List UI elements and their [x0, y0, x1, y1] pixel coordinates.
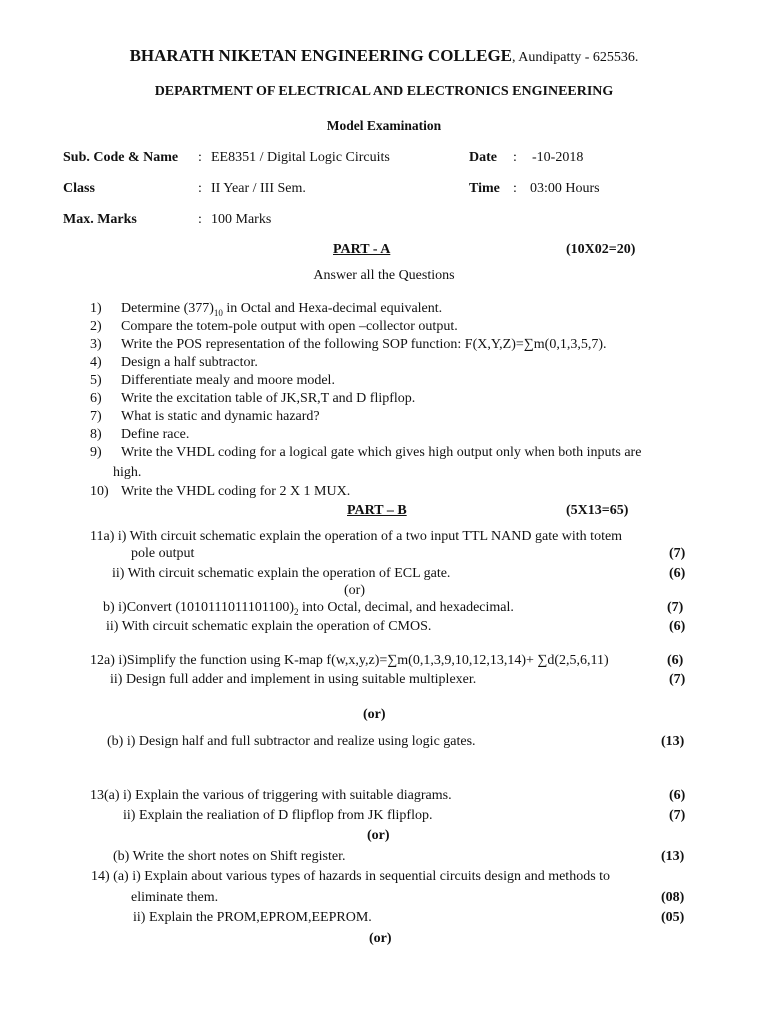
question-number: 5)	[90, 373, 102, 388]
question-number: 10)	[90, 484, 109, 499]
college-header	[0, 46, 768, 66]
or-separator: (or)	[369, 931, 392, 946]
part-b-title: PART – B	[347, 503, 407, 518]
question-6: Write the excitation table of JK,SR,T and D flipflop.	[121, 391, 416, 406]
or-separator: (or)	[367, 828, 390, 843]
question-number: 9)	[90, 445, 102, 460]
time-value: 03:00 Hours	[530, 181, 600, 196]
sub-value: EE8351 / Digital Logic Circuits	[211, 150, 390, 165]
or-separator: (or)	[363, 707, 386, 722]
part-a-instruction: Answer all the Questions	[313, 268, 455, 283]
marks: (6)	[667, 653, 684, 668]
marks-value: 100 Marks	[211, 212, 272, 227]
time-label: Time	[469, 181, 500, 196]
date-value: -10-2018	[532, 150, 584, 165]
marks: (7)	[669, 546, 686, 561]
question-14a-i: 14) (a) i) Explain about various types of hazards in sequential circuits design and methods to	[91, 869, 611, 884]
marks: (6)	[669, 566, 686, 581]
marks: (7)	[667, 600, 684, 615]
question-12a-ii: ii) Design full adder and implement in using suitable multiplexer.	[110, 672, 477, 687]
college-name: BHARATH NIKETAN ENGINEERING COLLEGE	[129, 46, 513, 65]
question-number: 6)	[90, 391, 102, 406]
question-1: Determine $(377)_{10}$ in Octal and Hexa-decimal equivalent.	[121, 301, 443, 318]
question-10: Write the VHDL coding for 2 X 1 MUX.	[121, 484, 351, 499]
marks: (6)	[669, 619, 686, 634]
colon: :	[198, 150, 202, 165]
class-value: II Year / III Sem.	[211, 181, 306, 196]
colon: :	[513, 181, 517, 196]
marks: (7)	[669, 672, 686, 687]
exam-title: Model Examination	[326, 118, 442, 133]
marks: (05)	[661, 910, 685, 925]
marks: (6)	[669, 788, 686, 803]
question-7: What is static and dynamic hazard?	[121, 409, 320, 424]
question-number: 8)	[90, 427, 102, 442]
question-number: 2)	[90, 319, 102, 334]
question-11a-ii: ii) With circuit schematic explain the operation of ECL gate.	[112, 566, 451, 581]
marks: (08)	[661, 890, 685, 905]
question-12b: (b) i) Design half and full subtractor and realize using logic gates.	[107, 734, 476, 749]
question-2: Compare the totem-pole output with open –collector output.	[121, 319, 458, 334]
question-13b: (b) Write the short notes on Shift register.	[113, 849, 346, 864]
marks: (7)	[669, 808, 686, 823]
class-label: Class	[63, 181, 95, 196]
part-a-title: PART - A	[333, 242, 391, 257]
marks: (13)	[661, 734, 685, 749]
department-title: DEPARTMENT OF ELECTRICAL AND ELECTRONICS ENGINEERING	[154, 84, 614, 99]
question-11b-ii: ii) With circuit schematic explain the operation of CMOS.	[106, 619, 432, 634]
question-number: 3)	[90, 337, 102, 352]
college-location: , Aundipatty - 625536.	[512, 50, 639, 65]
colon: :	[513, 150, 517, 165]
marks-label: Max. Marks	[63, 212, 137, 227]
question-12a-i: 12a) i)Simplify the function using K-map f(w,x,y,z)=∑m(0,1,3,9,10,12,13,14)+ ∑d(2,5,6,11)	[90, 653, 609, 668]
colon: :	[198, 212, 202, 227]
marks: (13)	[661, 849, 685, 864]
question-13a-i: 13(a) i) Explain the various of triggering with suitable diagrams.	[90, 788, 452, 803]
question-number: 1)	[90, 301, 102, 316]
question-number: 7)	[90, 409, 102, 424]
colon: :	[198, 181, 202, 196]
question-14a-i-continued: eliminate them.	[131, 890, 219, 905]
part-b-marks: (5X13=65)	[566, 503, 629, 518]
part-a-marks: (10X02=20)	[566, 242, 636, 257]
question-4: Design a half subtractor.	[121, 355, 258, 370]
date-label: Date	[469, 150, 497, 165]
question-11b-i: b) i)Convert $(1010111011101100)_2$ into Octal, decimal, and hexadecimal.	[103, 600, 514, 617]
question-13a-ii: ii) Explain the realiation of D flipflop from JK flipflop.	[123, 808, 433, 823]
question-9-continued: high.	[113, 465, 142, 480]
question-5: Differentiate mealy and moore model.	[121, 373, 335, 388]
or-separator: (or)	[344, 583, 365, 598]
question-8: Define race.	[121, 427, 190, 442]
sub-label: Sub. Code & Name	[63, 150, 179, 165]
question-11a-i: 11a) i) With circuit schematic explain the operation of a two input TTL NAND gate with totem	[90, 529, 623, 544]
question-14a-ii: ii) Explain the PROM,EPROM,EEPROM.	[133, 910, 372, 925]
question-number: 4)	[90, 355, 102, 370]
question-3: Write the POS representation of the following SOP function: F(X,Y,Z)=∑m(0,1,3,5,7).	[121, 337, 607, 352]
question-11a-i-continued: pole output	[131, 546, 195, 561]
question-9: Write the VHDL coding for a logical gate which gives high output only when both inputs are	[121, 445, 642, 460]
